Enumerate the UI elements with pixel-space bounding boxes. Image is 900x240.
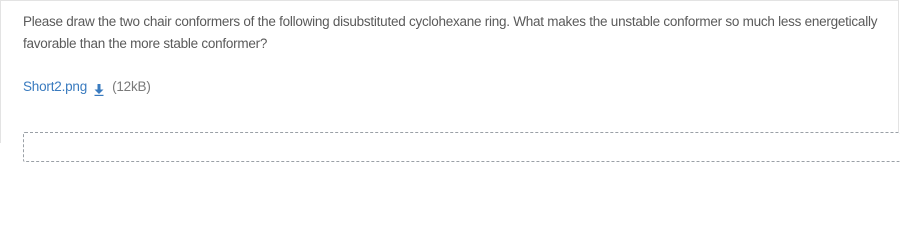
attachment-row — [23, 76, 151, 98]
answer-input-area[interactable] — [23, 132, 900, 162]
download-icon[interactable] — [94, 81, 104, 93]
attachment-link[interactable]: Short2.png — [23, 79, 88, 94]
question-text: Please draw the two chair conformers of the following disubstituted cyclohexane ring. What makes the unstable conformer so much less energetically favorable than the more stable conformer? — [23, 14, 878, 51]
file-size: (12kB) — [112, 79, 151, 94]
